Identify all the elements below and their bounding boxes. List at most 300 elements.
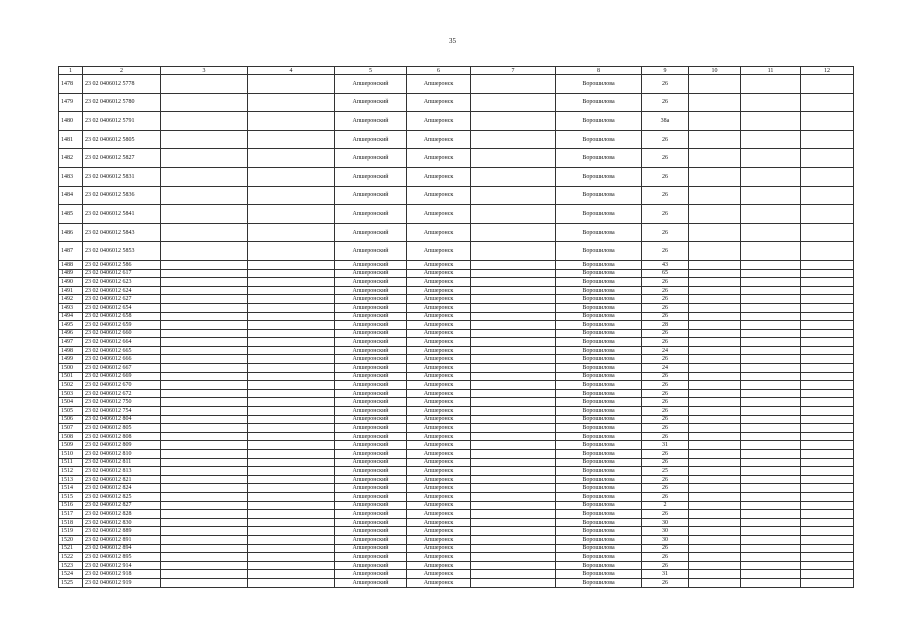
cell-empty <box>689 398 741 407</box>
table-row <box>59 570 854 579</box>
cell-district: Апшеронский <box>335 561 407 570</box>
cell-house: 26 <box>642 295 689 304</box>
cell-number: 1496 <box>59 329 83 338</box>
cell-town: Апшеронск <box>407 295 471 304</box>
cell-empty <box>248 278 335 287</box>
cell-empty <box>741 535 801 544</box>
cell-town: Апшеронск <box>407 112 471 131</box>
cell-street: Ворошилова <box>556 544 642 553</box>
cell-empty <box>161 372 248 381</box>
cell-number: 1523 <box>59 561 83 570</box>
table-row <box>59 286 854 295</box>
cell-house: 26 <box>642 424 689 433</box>
cell-number: 1492 <box>59 295 83 304</box>
table-row <box>59 441 854 450</box>
cell-empty <box>248 432 335 441</box>
cell-house: 26 <box>642 398 689 407</box>
cell-house: 26 <box>642 130 689 149</box>
table-row <box>59 321 854 330</box>
cell-number: 1497 <box>59 338 83 347</box>
cell-empty <box>161 432 248 441</box>
cell-empty <box>741 415 801 424</box>
cell-empty <box>801 570 854 579</box>
cell-empty <box>161 501 248 510</box>
cell-empty <box>741 205 801 224</box>
cell-empty <box>741 372 801 381</box>
cell-empty <box>471 415 556 424</box>
table-row <box>59 130 854 149</box>
table-row <box>59 355 854 364</box>
cell-empty <box>741 286 801 295</box>
table-row <box>59 346 854 355</box>
cell-cadastral-code: 23 02 0406012 659 <box>83 321 161 330</box>
cell-cadastral-code: 23 02 0406012 895 <box>83 553 161 562</box>
cell-street: Ворошилова <box>556 364 642 373</box>
cell-empty <box>471 205 556 224</box>
cell-number: 1479 <box>59 93 83 112</box>
cell-empty <box>689 450 741 459</box>
cell-number: 1487 <box>59 242 83 261</box>
cell-number: 1500 <box>59 364 83 373</box>
cell-empty <box>161 286 248 295</box>
cell-cadastral-code: 23 02 0406012 889 <box>83 527 161 536</box>
cell-empty <box>248 75 335 94</box>
cell-cadastral-code: 23 02 0406012 623 <box>83 278 161 287</box>
cell-cadastral-code: 23 02 0406012 754 <box>83 407 161 416</box>
cell-house: 26 <box>642 553 689 562</box>
cell-town: Апшеронск <box>407 381 471 390</box>
cell-district: Апшеронский <box>335 205 407 224</box>
cell-empty <box>801 205 854 224</box>
cell-cadastral-code: 23 02 0406012 750 <box>83 398 161 407</box>
table-row <box>59 415 854 424</box>
table-row <box>59 338 854 347</box>
cell-empty <box>471 518 556 527</box>
cell-town: Апшеронск <box>407 467 471 476</box>
cell-town: Апшеронск <box>407 346 471 355</box>
cell-house: 26 <box>642 372 689 381</box>
cell-empty <box>161 130 248 149</box>
cell-empty <box>801 112 854 131</box>
cell-empty <box>689 484 741 493</box>
cell-empty <box>689 441 741 450</box>
cell-empty <box>689 242 741 261</box>
cell-town: Апшеронск <box>407 578 471 587</box>
cell-empty <box>741 501 801 510</box>
cell-street: Ворошилова <box>556 398 642 407</box>
cell-number: 1522 <box>59 553 83 562</box>
cell-empty <box>801 260 854 269</box>
table-row <box>59 510 854 519</box>
table-row <box>59 407 854 416</box>
cell-district: Апшеронский <box>335 398 407 407</box>
cell-town: Апшеронск <box>407 441 471 450</box>
cell-empty <box>741 432 801 441</box>
cell-town: Апшеронск <box>407 510 471 519</box>
table-row <box>59 372 854 381</box>
cell-empty <box>161 312 248 321</box>
cell-number: 1478 <box>59 75 83 94</box>
cell-house: 26 <box>642 544 689 553</box>
cell-cadastral-code: 23 02 0406012 804 <box>83 415 161 424</box>
cell-empty <box>161 381 248 390</box>
cell-house: 28 <box>642 321 689 330</box>
cell-house: 26 <box>642 561 689 570</box>
cell-empty <box>689 535 741 544</box>
cell-house: 26 <box>642 510 689 519</box>
cell-empty <box>471 398 556 407</box>
cell-empty <box>689 432 741 441</box>
table-row <box>59 467 854 476</box>
cell-house: 26 <box>642 303 689 312</box>
cell-town: Апшеронск <box>407 338 471 347</box>
cell-empty <box>161 415 248 424</box>
cell-street: Ворошилова <box>556 312 642 321</box>
cell-empty <box>741 570 801 579</box>
cell-empty <box>801 338 854 347</box>
cell-empty <box>471 535 556 544</box>
cell-empty <box>248 441 335 450</box>
cell-town: Апшеронск <box>407 312 471 321</box>
cell-number: 1506 <box>59 415 83 424</box>
cell-district: Апшеронский <box>335 372 407 381</box>
cell-house: 30 <box>642 518 689 527</box>
cell-empty <box>689 149 741 168</box>
cell-street: Ворошилова <box>556 269 642 278</box>
cell-empty <box>801 424 854 433</box>
cell-empty <box>801 295 854 304</box>
cell-cadastral-code: 23 02 0406012 658 <box>83 312 161 321</box>
cell-cadastral-code: 23 02 0406012 828 <box>83 510 161 519</box>
cell-cadastral-code: 23 02 0406012 811 <box>83 458 161 467</box>
cell-empty <box>161 329 248 338</box>
cell-empty <box>689 329 741 338</box>
cell-empty <box>741 544 801 553</box>
cell-empty <box>471 475 556 484</box>
column-header: 11 <box>741 67 801 75</box>
cell-empty <box>248 223 335 242</box>
cell-empty <box>161 398 248 407</box>
column-header: 8 <box>556 67 642 75</box>
cell-empty <box>471 112 556 131</box>
cell-street: Ворошилова <box>556 75 642 94</box>
cell-empty <box>741 492 801 501</box>
cell-district: Апшеронский <box>335 389 407 398</box>
cell-number: 1494 <box>59 312 83 321</box>
cell-district: Апшеронский <box>335 321 407 330</box>
cell-empty <box>741 467 801 476</box>
cell-street: Ворошилова <box>556 355 642 364</box>
cell-empty <box>471 467 556 476</box>
cell-empty <box>471 484 556 493</box>
cell-empty <box>741 527 801 536</box>
cell-empty <box>801 432 854 441</box>
cell-number: 1490 <box>59 278 83 287</box>
cell-empty <box>248 321 335 330</box>
table-row <box>59 458 854 467</box>
cell-district: Апшеронский <box>335 269 407 278</box>
cell-street: Ворошилова <box>556 467 642 476</box>
cell-empty <box>689 303 741 312</box>
cell-empty <box>689 355 741 364</box>
cell-street: Ворошилова <box>556 578 642 587</box>
cell-street: Ворошилова <box>556 93 642 112</box>
cell-empty <box>801 407 854 416</box>
table-row <box>59 432 854 441</box>
cell-empty <box>248 415 335 424</box>
cell-empty <box>161 424 248 433</box>
cell-empty <box>741 398 801 407</box>
cell-empty <box>161 167 248 186</box>
cell-empty <box>689 475 741 484</box>
table-row <box>59 167 854 186</box>
cell-empty <box>689 381 741 390</box>
cell-town: Апшеронск <box>407 329 471 338</box>
cell-empty <box>248 186 335 205</box>
cell-empty <box>689 223 741 242</box>
cell-empty <box>471 278 556 287</box>
cell-district: Апшеронский <box>335 260 407 269</box>
cell-cadastral-code: 23 02 0406012 669 <box>83 372 161 381</box>
cell-empty <box>248 389 335 398</box>
cell-empty <box>248 338 335 347</box>
cell-cadastral-code: 23 02 0406012 918 <box>83 570 161 579</box>
cell-empty <box>471 510 556 519</box>
cell-empty <box>248 130 335 149</box>
cell-empty <box>689 501 741 510</box>
cell-town: Апшеронск <box>407 321 471 330</box>
cell-district: Апшеронский <box>335 278 407 287</box>
cell-empty <box>689 415 741 424</box>
column-header: 4 <box>248 67 335 75</box>
cell-cadastral-code: 23 02 0406012 805 <box>83 424 161 433</box>
cell-empty <box>248 242 335 261</box>
cell-empty <box>801 355 854 364</box>
cell-street: Ворошилова <box>556 303 642 312</box>
cell-town: Апшеронск <box>407 570 471 579</box>
table-row <box>59 312 854 321</box>
page-number: 35 <box>449 37 456 45</box>
cell-empty <box>741 93 801 112</box>
cell-empty <box>248 112 335 131</box>
cell-empty <box>161 303 248 312</box>
cell-empty <box>741 338 801 347</box>
cell-empty <box>471 441 556 450</box>
cell-number: 1524 <box>59 570 83 579</box>
cell-number: 1486 <box>59 223 83 242</box>
cell-empty <box>801 346 854 355</box>
cell-street: Ворошилова <box>556 260 642 269</box>
cell-empty <box>801 467 854 476</box>
table-row <box>59 389 854 398</box>
cell-empty <box>801 561 854 570</box>
table-row <box>59 501 854 510</box>
cell-number: 1489 <box>59 269 83 278</box>
cell-empty <box>741 381 801 390</box>
cell-number: 1485 <box>59 205 83 224</box>
cell-district: Апшеронский <box>335 535 407 544</box>
cell-street: Ворошилова <box>556 338 642 347</box>
cell-town: Апшеронск <box>407 561 471 570</box>
cell-district: Апшеронский <box>335 501 407 510</box>
cell-empty <box>471 186 556 205</box>
cell-town: Апшеронск <box>407 260 471 269</box>
cell-town: Апшеронск <box>407 93 471 112</box>
cell-town: Апшеронск <box>407 475 471 484</box>
cell-empty <box>801 75 854 94</box>
cell-town: Апшеронск <box>407 553 471 562</box>
cell-empty <box>248 510 335 519</box>
cell-empty <box>471 407 556 416</box>
cell-cadastral-code: 23 02 0406012 672 <box>83 389 161 398</box>
cell-empty <box>741 295 801 304</box>
cell-district: Апшеронский <box>335 167 407 186</box>
cell-empty <box>741 278 801 287</box>
cell-empty <box>471 527 556 536</box>
cell-empty <box>161 338 248 347</box>
cell-empty <box>741 458 801 467</box>
cell-cadastral-code: 23 02 0406012 665 <box>83 346 161 355</box>
cell-empty <box>801 527 854 536</box>
cell-district: Апшеронский <box>335 295 407 304</box>
cell-cadastral-code: 23 02 0406012 664 <box>83 338 161 347</box>
cell-empty <box>161 112 248 131</box>
header-row <box>59 67 854 75</box>
cell-empty <box>161 269 248 278</box>
cell-cadastral-code: 23 02 0406012 821 <box>83 475 161 484</box>
cell-house: 26 <box>642 329 689 338</box>
cell-empty <box>161 346 248 355</box>
cell-empty <box>741 321 801 330</box>
cell-town: Апшеронск <box>407 527 471 536</box>
cell-cadastral-code: 23 02 0406012 5778 <box>83 75 161 94</box>
table-row <box>59 149 854 168</box>
table-row <box>59 329 854 338</box>
cell-empty <box>741 312 801 321</box>
cell-street: Ворошилова <box>556 372 642 381</box>
cell-empty <box>471 424 556 433</box>
cell-number: 1512 <box>59 467 83 476</box>
cell-number: 1503 <box>59 389 83 398</box>
table-row <box>59 450 854 459</box>
cell-empty <box>689 458 741 467</box>
cell-empty <box>161 535 248 544</box>
cell-town: Апшеронск <box>407 407 471 416</box>
cell-empty <box>689 424 741 433</box>
cell-empty <box>161 223 248 242</box>
cell-number: 1504 <box>59 398 83 407</box>
cell-house: 26 <box>642 149 689 168</box>
cell-empty <box>248 475 335 484</box>
cell-district: Апшеронский <box>335 553 407 562</box>
cell-empty <box>248 286 335 295</box>
cell-empty <box>801 186 854 205</box>
cell-empty <box>161 450 248 459</box>
cell-town: Апшеронск <box>407 501 471 510</box>
cell-empty <box>161 355 248 364</box>
cell-district: Апшеронский <box>335 112 407 131</box>
cell-number: 1513 <box>59 475 83 484</box>
cell-empty <box>689 544 741 553</box>
cell-empty <box>471 303 556 312</box>
cell-empty <box>471 458 556 467</box>
cell-empty <box>689 75 741 94</box>
cell-street: Ворошилова <box>556 329 642 338</box>
cell-district: Апшеронский <box>335 518 407 527</box>
cell-number: 1488 <box>59 260 83 269</box>
cell-empty <box>801 329 854 338</box>
cell-town: Апшеронск <box>407 432 471 441</box>
cell-empty <box>689 346 741 355</box>
cell-empty <box>161 205 248 224</box>
cell-empty <box>741 450 801 459</box>
cell-house: 26 <box>642 578 689 587</box>
cell-street: Ворошилова <box>556 458 642 467</box>
cell-empty <box>248 346 335 355</box>
cell-empty <box>689 492 741 501</box>
cell-cadastral-code: 23 02 0406012 5831 <box>83 167 161 186</box>
cell-number: 1510 <box>59 450 83 459</box>
cell-empty <box>801 415 854 424</box>
cell-empty <box>689 260 741 269</box>
cell-empty <box>161 364 248 373</box>
column-header: 2 <box>83 67 161 75</box>
cell-empty <box>248 329 335 338</box>
cell-empty <box>689 295 741 304</box>
cell-empty <box>689 205 741 224</box>
cell-empty <box>471 346 556 355</box>
cell-town: Апшеронск <box>407 450 471 459</box>
cell-empty <box>741 364 801 373</box>
cell-empty <box>689 527 741 536</box>
cell-empty <box>741 149 801 168</box>
cell-empty <box>161 321 248 330</box>
cell-empty <box>471 501 556 510</box>
cell-street: Ворошилова <box>556 510 642 519</box>
cell-empty <box>161 242 248 261</box>
cell-empty <box>801 303 854 312</box>
table-row <box>59 544 854 553</box>
cell-cadastral-code: 23 02 0406012 825 <box>83 492 161 501</box>
cell-cadastral-code: 23 02 0406012 660 <box>83 329 161 338</box>
cell-house: 26 <box>642 407 689 416</box>
cell-empty <box>689 510 741 519</box>
cell-house: 26 <box>642 389 689 398</box>
table-row <box>59 93 854 112</box>
cell-street: Ворошилова <box>556 415 642 424</box>
cell-empty <box>801 578 854 587</box>
cell-empty <box>741 553 801 562</box>
table-row <box>59 561 854 570</box>
cell-empty <box>248 544 335 553</box>
cell-town: Апшеронск <box>407 149 471 168</box>
cell-empty <box>161 553 248 562</box>
cell-cadastral-code: 23 02 0406012 586 <box>83 260 161 269</box>
cell-empty <box>161 93 248 112</box>
cell-empty <box>471 242 556 261</box>
cell-empty <box>471 130 556 149</box>
cell-empty <box>689 186 741 205</box>
cell-empty <box>471 329 556 338</box>
cell-house: 24 <box>642 364 689 373</box>
cell-empty <box>741 484 801 493</box>
cell-empty <box>471 260 556 269</box>
cell-house: 26 <box>642 432 689 441</box>
cell-empty <box>801 286 854 295</box>
column-header: 12 <box>801 67 854 75</box>
cell-district: Апшеронский <box>335 492 407 501</box>
cell-district: Апшеронский <box>335 346 407 355</box>
